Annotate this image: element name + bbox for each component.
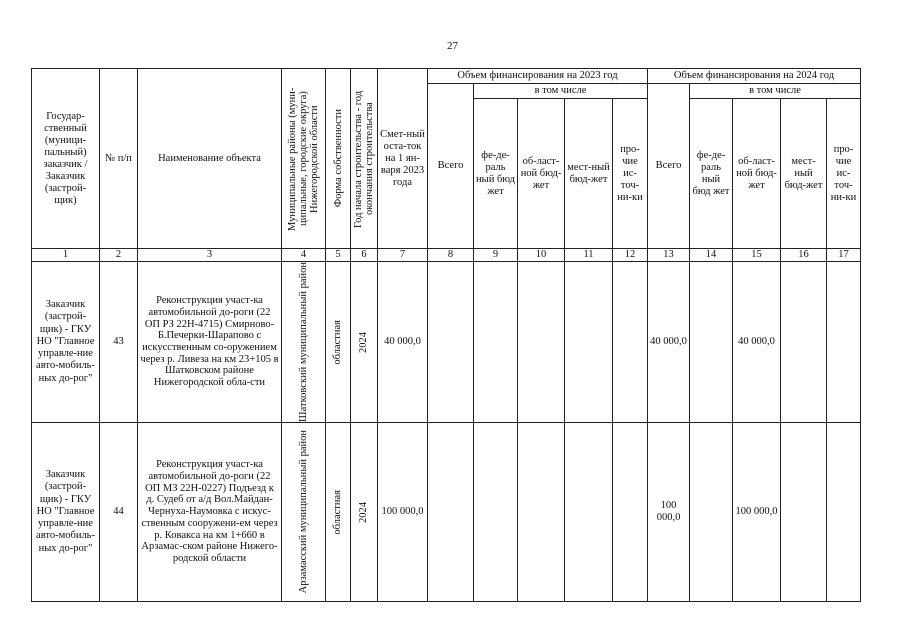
header-years [351,69,378,249]
header-including-2024: в том числе [690,84,861,99]
header-estimated-balance: Смет-ный оста-ток на 1 ян-варя 2023 года [378,69,428,249]
header-row [32,69,861,84]
column-number: 5 [326,249,351,262]
header-local-2024: мест-ный бюд-жет [781,99,827,249]
row-year [351,423,378,602]
row-total-2023 [428,262,474,423]
header-districts-text: Муниципальные районы (муни-ципальные, городские округа) Нижегородской области [287,86,320,231]
row-federal-2024 [690,423,733,602]
row-other-2024 [827,423,861,602]
column-number: 11 [565,249,613,262]
column-number: 1 [32,249,100,262]
row-ownership-text: областная [332,489,343,535]
row-local-2024 [781,423,827,602]
header-districts [282,69,326,249]
column-number: 4 [282,249,326,262]
header-local-2023: мест-ный бюд-жет [565,99,613,249]
column-number: 12 [613,249,648,262]
row-local-2024 [781,262,827,423]
column-number: 17 [827,249,861,262]
row-regional-2024: 40 000,0 [733,262,781,423]
header-federal-2023: фе-де-раль ный бюд жет [474,99,518,249]
header-ownership [326,69,351,249]
column-number: 8 [428,249,474,262]
header-years-text: Год начала строительства - год окончания строительства [353,89,375,228]
row-customer: Заказчик (застрой-щик) - ГКУ НО "Главное управле-ние авто-мобиль-ных до-рог" [32,262,100,423]
header-federal-2024: фе-де-раль ный бюд жет [690,99,733,249]
row-estimated-balance: 40 000,0 [378,262,428,423]
row-regional-2024: 100 000,0 [733,423,781,602]
row-year-text: 2024 [358,331,369,353]
row-local-2023 [565,262,613,423]
row-other-2023 [613,262,648,423]
header-other-2024: про-чие ис-точ-ни-ки [827,99,861,249]
column-number: 3 [138,249,282,262]
row-index: 44 [100,423,138,602]
header-index: № п/п [100,69,138,249]
row-federal-2024 [690,262,733,423]
column-number: 7 [378,249,428,262]
row-year [351,262,378,423]
column-number: 13 [648,249,690,262]
header-including-2023: в том числе [474,84,648,99]
row-federal-2023 [474,262,518,423]
header-total-2024: Всего [648,84,690,249]
column-number: 9 [474,249,518,262]
row-object-name: Реконструкция участ-ка автомобильной до-роги (22 ОП РЗ 22Н-4715) Смирново-Б.Печерки-Шарапово с искусственным со-оружением через р. Ливеза на км 23+105 в Шатковском районе Нижегородской обла-сти [138,262,282,423]
financing-table [31,68,861,602]
page-number: 27 [447,40,458,52]
row-local-2023 [565,423,613,602]
row-district-text: Арзамасский муниципальный район [297,430,309,594]
header-customer: Государ-ственный (муници-пальный) заказчик / Заказчик (застрой-щик) [32,69,100,249]
row-other-2024 [827,262,861,423]
header-regional-2024: об-ласт-ной бюд-жет [733,99,781,249]
row-regional-2023 [518,423,565,602]
row-total-2024: 100 000,0 [648,423,690,602]
row-estimated-balance: 100 000,0 [378,423,428,602]
header-other-2023: про-чие ис-точ-ни-ки [613,99,648,249]
row-regional-2023 [518,262,565,423]
header-ownership-text: Форма собственности [332,109,344,208]
row-total-2024: 40 000,0 [648,262,690,423]
row-ownership [326,262,351,423]
row-object-name: Реконструкция участ-ка автомобильной до-роги (22 ОП МЗ 22Н-0227) Подъезд к д. Судеб от а/д Вол.Майдан-Чернуха-Наумовка с искус-ственным сооружени-ем через р. Ковакса на км 1+660 в Арзамас-ском районе Нижего-родской области [138,423,282,602]
row-customer: Заказчик (застрой-щик) - ГКУ НО "Главное управле-ние авто-мобиль-ных до-рог" [32,423,100,602]
row-index: 43 [100,262,138,423]
row-district [282,423,326,602]
table-row [32,423,861,602]
row-ownership [326,423,351,602]
header-regional-2023: об-ласт-ной бюд-жет [518,99,565,249]
column-number: 6 [351,249,378,262]
row-ownership-text: областная [332,319,343,365]
column-number: 2 [100,249,138,262]
row-other-2023 [613,423,648,602]
column-number: 16 [781,249,827,262]
header-total-2023: Всего [428,84,474,249]
row-year-text: 2024 [358,501,369,523]
column-numbers-row [32,249,861,262]
column-number: 15 [733,249,781,262]
column-number: 10 [518,249,565,262]
header-fin-2023: Объем финансирования на 2023 год [428,69,648,84]
row-district-text: Шатковский муниципальный район [297,262,309,422]
row-total-2023 [428,423,474,602]
header-fin-2024: Объем финансирования на 2024 год [648,69,861,84]
row-district [282,262,326,423]
table-row [32,262,861,423]
column-number: 14 [690,249,733,262]
header-object-name: Наименование объекта [138,69,282,249]
row-federal-2023 [474,423,518,602]
